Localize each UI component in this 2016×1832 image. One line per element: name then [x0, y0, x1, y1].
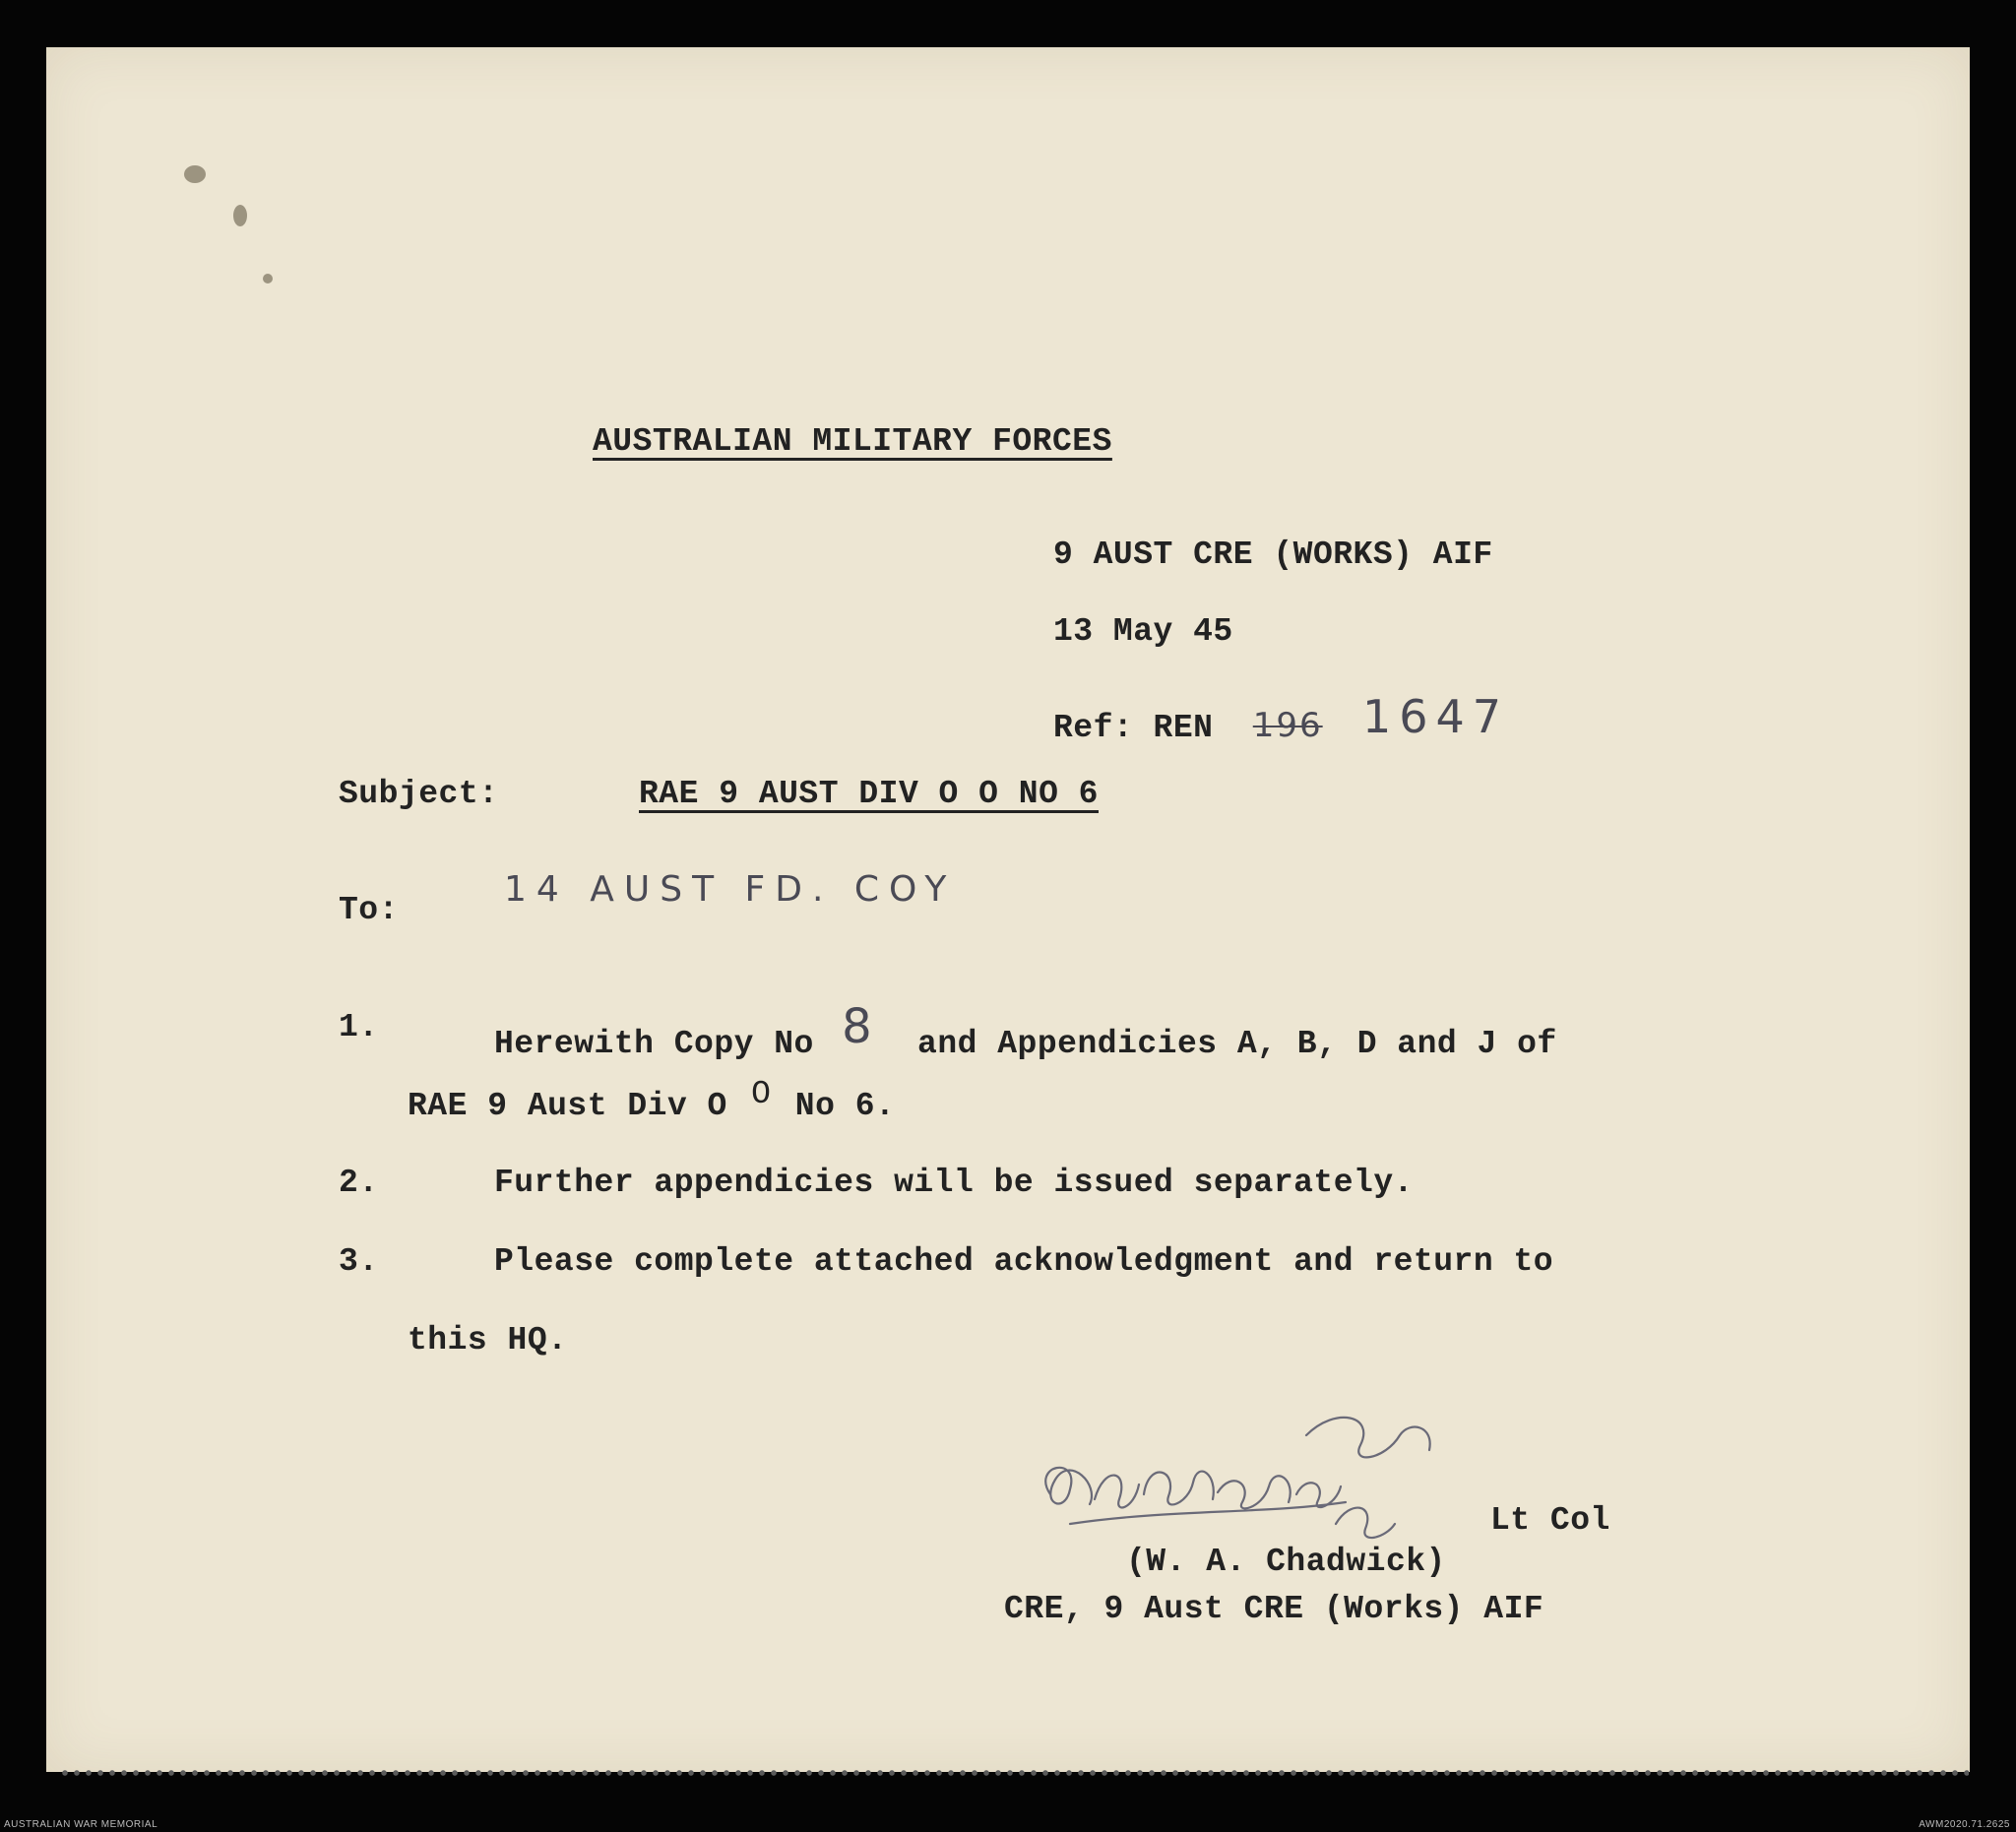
punch-hole-mark: [233, 205, 247, 226]
signatory-title: CRE, 9 Aust CRE (Works) AIF: [1004, 1591, 1544, 1627]
para2-number: 2.: [339, 1165, 379, 1201]
signatory-name: (W. A. Chadwick): [1126, 1544, 1446, 1580]
para1-order-no: No 6.: [794, 1088, 896, 1124]
para1-order-ref: RAE 9 Aust Div O: [408, 1088, 727, 1124]
signatory-rank: Lt Col: [1490, 1502, 1610, 1539]
footer-right-label: AWM2020.71.2625: [1919, 1819, 2010, 1830]
footer-left-label: AUSTRALIAN WAR MEMORIAL: [4, 1819, 158, 1830]
punch-hole-mark: [263, 274, 273, 284]
para3-number: 3.: [339, 1243, 379, 1280]
subject-text: RAE 9 AUST DIV O O NO 6: [639, 776, 1099, 812]
para1-text: [494, 999, 1557, 1064]
perforated-edge: [59, 1769, 1969, 1777]
para1-continuation: [408, 1076, 896, 1124]
document-page: [46, 47, 1970, 1772]
subject-label: Subject:: [339, 776, 499, 812]
to-label: To:: [339, 892, 399, 928]
para1-trail: and Appendicies A, B, D and J of: [917, 1026, 1557, 1062]
para1-lead: Herewith Copy No: [494, 1026, 814, 1062]
punch-hole-mark: [184, 165, 206, 183]
para1-number: 1.: [339, 1009, 379, 1045]
page-heading: AUSTRALIAN MILITARY FORCES: [593, 423, 1112, 460]
para1-raised-o: O: [751, 1076, 772, 1112]
copy-number-handwritten: 8: [842, 999, 872, 1054]
to-recipient-handwritten: 14 AUST FD. COY: [504, 869, 957, 910]
reference-handwritten-number: 1647: [1361, 690, 1510, 743]
para2-text: Further appendicies will be issued separately.: [494, 1165, 1414, 1201]
unit-line: 9 AUST CRE (WORKS) AIF: [1053, 537, 1493, 573]
reference-struck-number: 196: [1252, 706, 1323, 745]
para3-continuation: this HQ.: [408, 1322, 568, 1358]
para3-text: Please complete attached acknowledgment and return to: [494, 1243, 1554, 1280]
date-line: 13 May 45: [1053, 613, 1233, 650]
reference-line: [1053, 690, 1510, 747]
reference-label: Ref: REN: [1053, 710, 1214, 746]
